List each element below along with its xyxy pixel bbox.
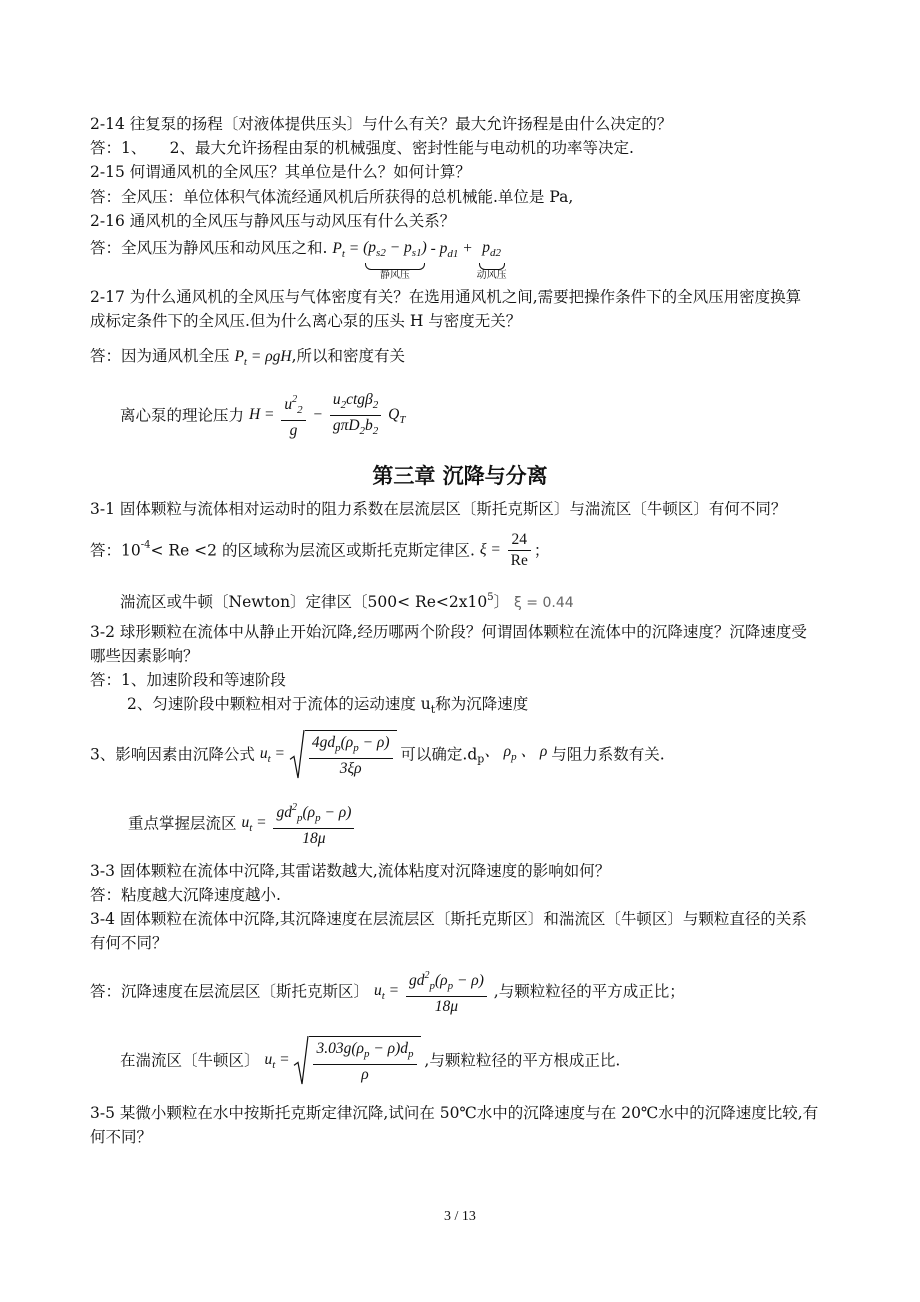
- answer-2-17: 答：因为通风机全压 $P_t = \rho gH$,所以和密度有关: [90, 347, 406, 368]
- question-3-2-line1: 3-2 球形颗粒在流体中从静止开始沉降,经历哪两个阶段？何谓固体颗粒在流体中的沉降速度？沉降速度受: [90, 623, 807, 641]
- question-3-3: 3-3 固体颗粒在流体中沉降,其雷诺数越大,流体粘度对沉降速度的影响如何？: [90, 862, 611, 880]
- static-pressure-label: 静风压: [379, 270, 410, 281]
- question-3-5-line2: 何不同？: [90, 1128, 153, 1146]
- answer-2-14: 答：1、 2、最大允许扬程由泵的机械强度、密封性能与电动机的功率等决定.: [90, 139, 634, 157]
- question-3-5-line1: 3-5 某微小颗粒在水中按斯托克斯定律沉降,试问在 50℃水中的沉降速度与在 20℃水中的沉降速度比较,有: [90, 1104, 819, 1122]
- static-pressure-term: $(p_{s2} - p_{s1})$ 静风压: [363, 239, 427, 281]
- question-2-17-line1: 2-17 为什么通风机的全风压与气体密度有关？在选用通风机之间,需要把操作条件下的全风压用密度换算: [90, 288, 802, 306]
- answer-2-16: [90, 238, 507, 282]
- answer-2-17-pump: 离心泵的理论压力 H = $\frac{u^2_2}{g}$ − $\frac{u_2ctg\beta_2}{g\pi D_2b_2}$ $Q_T$: [120, 391, 406, 439]
- formula-newton: $u_t$ = $\frac{3.03g(\rho_p - \rho)d_p}{\rho}$: [264, 1051, 424, 1068]
- question-2-14: 2-14 往复泵的扬程〔对液体提供压头〕与什么有关？最大允许扬程是由什么决定的？: [90, 115, 673, 133]
- answer-2-16-text: 答：全风压为静风压和动风压之和.: [90, 239, 328, 257]
- formula-drag-turbulent: ξ = 0.44: [514, 595, 574, 611]
- answer-3-1-turbulent: 湍流区或牛顿〔Newton〕定律区〔$500< Re<2x10^5$〕 ξ = 0.44: [120, 592, 574, 611]
- answer-3-4-laminar: 答：沉降速度在层流层区〔斯托克斯区〕 $u_t$ = $\frac{gd^2_p(\rho_p - \rho)}{18\mu}$ ,与颗粒粒径的平方成正比；: [90, 966, 685, 1017]
- question-3-4-line1: 3-4 固体颗粒在流体中沉降,其沉降速度在层流层区〔斯托克斯区〕和湍流区〔牛顿区〕与颗粒直径的关系: [90, 910, 807, 928]
- page-number: 3 / 13: [444, 1209, 476, 1224]
- question-3-2-line2: 哪些因素影响？: [90, 647, 199, 665]
- formula-total-pressure: $P_t = (p_{s2} - p_{s1})$ 静风压 - $p_{d1} + p_{d2}$ 动风压: [332, 239, 507, 281]
- answer-3-2-laminar: 重点掌握层流区 $u_t$ = $\frac{gd^2_p(\rho_p - \rho)}{18\mu}$: [128, 798, 357, 849]
- question-2-15: 2-15 何谓通风机的全风压？其单位是什么？如何计算？: [90, 163, 471, 181]
- dynamic-pressure-term: $p_{d2}$ 动风压: [476, 239, 507, 281]
- answer-2-15: 答：全风压：单位体积气体流经通风机后所获得的总机械能.单位是 Pa,: [90, 188, 574, 206]
- answer-3-2-velocity: 2、匀速阶段中颗粒相对于流体的运动速度 $u_t$称为沉降速度: [127, 695, 529, 716]
- answer-3-1-laminar: 答：$10^{-4}< Re <2$ 的区域称为层流区或斯托克斯定律区. ξ = $\frac{24}{Re}$ ；: [90, 531, 550, 569]
- answer-3-2-stage: 答：1、加速阶段和等速阶段: [90, 671, 286, 689]
- question-3-1: 3-1 固体颗粒与流体相对运动时的阻力系数在层流层区〔斯托克斯区〕与湍流区〔牛顿区〕有何不同？: [90, 500, 787, 518]
- dynamic-pressure-label: 动风压: [476, 270, 507, 281]
- question-2-16: 2-16 通风机的全风压与静风压与动风压有什么关系？: [90, 212, 456, 230]
- question-3-4-line2: 有何不同？: [90, 934, 168, 952]
- question-2-17-line2: 成标定条件下的全风压.但为什么离心泵的压头 H 与密度无关？: [90, 312, 522, 330]
- answer-3-4-turbulent: 在湍流区〔牛顿区〕 $u_t$ = $\frac{3.03g(\rho_p - \rho)d_p}{\rho}$ ,与颗粒粒径的平方根成正比.: [120, 1036, 620, 1085]
- formula-settling-general: $u_t$ = $\frac{4gd_p(\rho_p - \rho)}{3\xi\rho}$: [260, 745, 401, 762]
- formula-fan-pressure: $P_t = \rho gH$: [234, 348, 292, 368]
- formula-drag-laminar: ξ = $\frac{24}{Re}$: [480, 541, 534, 558]
- formula-stokes: $u_t$ = $\frac{gd^2_p(\rho_p - \rho)}{18\mu}$: [241, 814, 357, 831]
- answer-3-3: 答：粘度越大沉降速度越小.: [90, 886, 281, 904]
- chapter-title: 第三章 沉降与分离: [372, 464, 548, 488]
- formula-pump-head: H = $\frac{u^2_2}{g}$ − $\frac{u_2ctg\beta_2}{g\pi D_2b_2}$ $Q_T$: [248, 391, 406, 439]
- answer-3-2-factors: 3、影响因素由沉降公式 $u_t$ = $\frac{4gd_p(\rho_p - \rho)}{3\xi\rho}$ 可以确定$.d_p$、 $\rho_p$ 、 ρ 与阻力系数有关.: [90, 730, 665, 779]
- formula-stokes-answer: $u_t$ = $\frac{gd^2_p(\rho_p - \rho)}{18\mu}$: [374, 982, 494, 999]
